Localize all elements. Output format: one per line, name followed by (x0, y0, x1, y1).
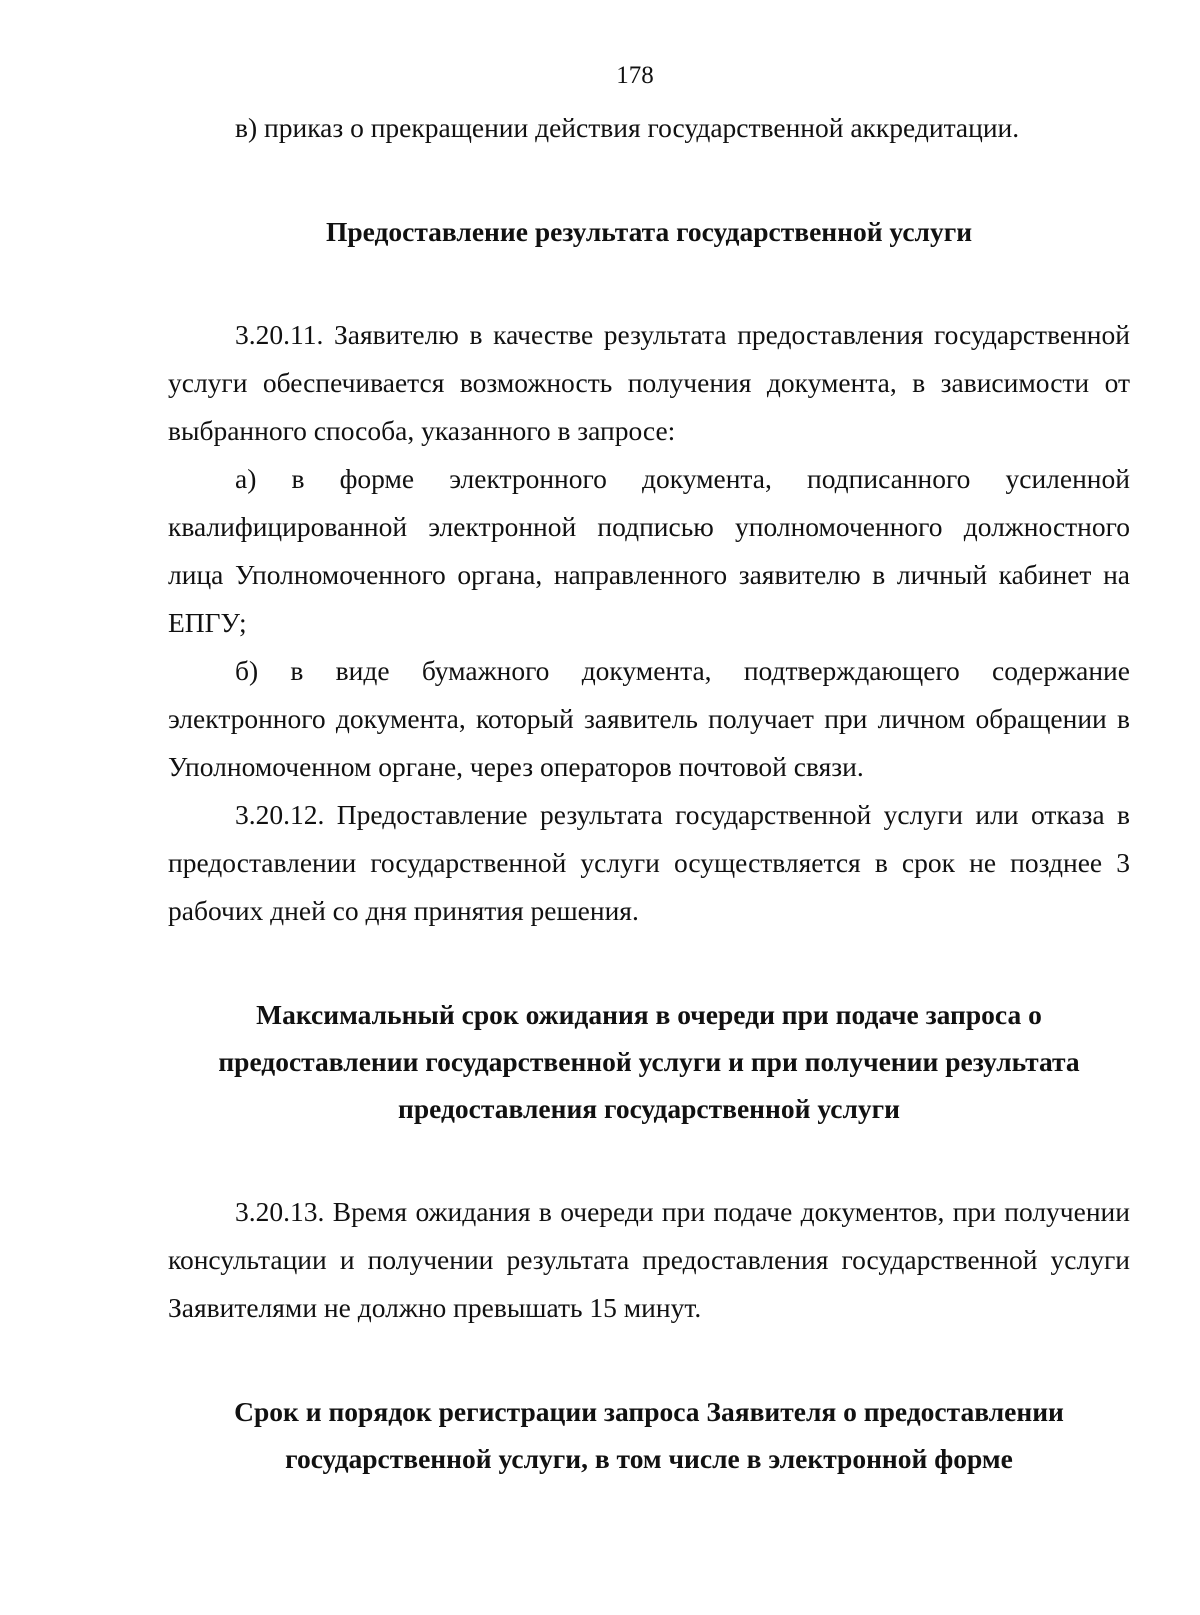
section-heading-registration: Срок и порядок регистрации запроса Заявителя о предоставлении государственной услуги, в том числе в электронной форме (234, 1396, 1064, 1474)
paragraph-3-20-12: 3.20.12. Предоставление результата государственной услуги или отказа в предоставлении государственной услуги осуществляется в срок не позднее 3 рабочих дней со дня принятия решения. (168, 799, 1130, 926)
paragraph-3-20-13: 3.20.13. Время ожидания в очереди при подаче документов, при получении консультации и получении результата предоставления государственной услуги Заявителями не должно превышать 15 минут. (168, 1196, 1130, 1323)
list-item-v: в) приказ о прекращении действия государственной аккредитации. (235, 112, 1020, 143)
paragraph-3-20-11: 3.20.11. Заявителю в качестве результата предоставления государственной услуги обеспечивается возможность получения документа, в зависимости от выбранного способа, указанного в запросе: (168, 319, 1130, 446)
section-heading-max-wait: Максимальный срок ожидания в очереди при подаче запроса о предоставлении государственной услуги и при получении результата предоставления государственной услуги (218, 999, 1080, 1124)
section-heading-result: Предоставление результата государственной услуги (325, 216, 973, 247)
list-item-b: б) в виде бумажного документа, подтверждающего содержание электронного документа, который заявитель получает при личном обращении в Уполномоченном органе, через операторов почтовой связи. (168, 655, 1130, 782)
page-content (168, 104, 1130, 1482)
list-item-a: а) в форме электронного документа, подписанного усиленной квалифицированной электронной подписью уполномоченного должностного лица Уполномоченного органа, направленного заявителю в личный кабинет на ЕПГУ; (168, 463, 1130, 638)
page-number: 178 (616, 62, 654, 89)
